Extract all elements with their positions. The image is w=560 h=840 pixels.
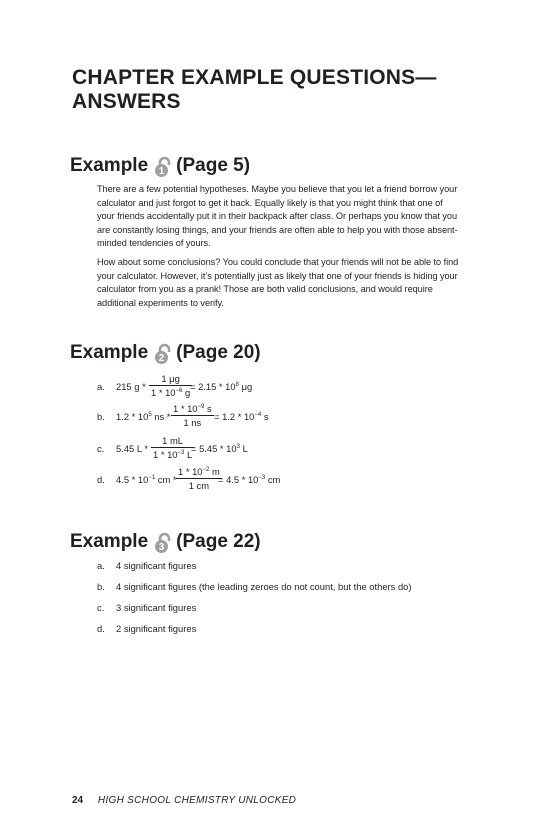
den-exponent: −3: [177, 450, 185, 456]
item-text: 2 significant figures: [116, 623, 197, 634]
example-label: Example: [70, 531, 149, 552]
example-label: Example: [70, 342, 149, 363]
paragraph: How about some conclusions? You could conclude that your friends will not be able to find your calculator. However, it’s potentially just as likely that one of your friends is hiding your calculator from you as a prank! Those are both valid conclusions, and would require additional experiments to verify.: [97, 257, 459, 308]
num-exponent: −9: [197, 404, 205, 410]
result-unit: μg: [241, 381, 253, 392]
item-letter: a.: [97, 560, 105, 571]
lhs-quantity: [116, 411, 170, 422]
result-exponent: −4: [254, 412, 262, 418]
numerator: [171, 403, 214, 414]
num-unit: m: [211, 466, 220, 477]
fraction-bar: [176, 478, 222, 479]
conversion-fraction: [171, 403, 214, 428]
den-unit: g: [184, 387, 191, 398]
lhs-unit: cm *: [157, 474, 177, 485]
result-unit: cm: [267, 474, 281, 485]
lhs-quantity: 5.45 L *: [116, 443, 148, 454]
conversion-fraction: [149, 373, 192, 398]
result-base: = 5.45 * 10: [191, 443, 237, 454]
den-unit: L: [186, 449, 193, 460]
item-letter: d.: [97, 474, 105, 485]
running-head: HIGH SCHOOL CHEMISTRY UNLOCKED: [97, 795, 297, 806]
page-footer: [72, 795, 296, 806]
list-item: [97, 602, 196, 613]
lhs-base: 4.5 * 10: [116, 474, 149, 485]
den-base: 1 * 10: [151, 387, 176, 398]
example-label: Example: [70, 155, 149, 176]
page-reference: (Page 5): [176, 155, 251, 176]
lhs-quantity: 215 g *: [116, 381, 146, 392]
lhs-quantity: [116, 474, 177, 485]
chapter-title: CHAPTER EXAMPLE QUESTIONS— ANSWERS: [72, 66, 437, 113]
den-exponent: −6: [175, 388, 183, 394]
padlock-number-icon: [154, 156, 172, 178]
page-reference: (Page 22): [176, 531, 261, 552]
result-base: = 4.5 * 10: [218, 474, 259, 485]
denominator: [151, 449, 194, 460]
result-exponent: 8: [235, 382, 239, 388]
padlock-number-icon: [154, 343, 172, 365]
num-unit: s: [206, 403, 212, 414]
denominator: 1 cm: [188, 480, 210, 491]
denominator: [149, 387, 192, 398]
item-letter: c.: [97, 443, 105, 454]
item-letter: a.: [97, 381, 105, 392]
conversion-fraction: [151, 435, 194, 460]
item-text: 4 significant figures: [116, 560, 197, 571]
den-base: 1 * 10: [153, 449, 178, 460]
example-number: 1: [158, 166, 165, 177]
item-text: 3 significant figures: [116, 602, 197, 613]
example-number: 2: [158, 353, 165, 364]
lhs-unit: ns *: [154, 411, 171, 422]
lhs-base: 1.2 * 10: [116, 411, 149, 422]
numerator: 1 mL: [162, 435, 183, 446]
num-base: 1 * 10: [173, 403, 198, 414]
item-letter: b.: [97, 581, 105, 592]
lhs-exponent: −1: [148, 475, 156, 481]
result-base: = 1.2 * 10: [214, 411, 255, 422]
num-base: 1 * 10: [178, 466, 203, 477]
list-item: [97, 623, 196, 634]
fraction-bar: [149, 385, 192, 386]
result-base: = 2.15 * 10: [190, 381, 236, 392]
numerator: 1 μg: [161, 373, 180, 384]
denominator: 1 ns: [183, 417, 202, 428]
page-number: 24: [72, 795, 84, 806]
result-exponent: −3: [258, 475, 266, 481]
result: [218, 474, 280, 485]
item-letter: c.: [97, 602, 105, 613]
result: [190, 381, 252, 392]
item-letter: b.: [97, 411, 105, 422]
padlock-number-icon: [154, 532, 172, 554]
example-2-heading: [70, 342, 261, 364]
result: [214, 411, 269, 422]
example-3-heading: [70, 531, 261, 553]
example-number: 3: [158, 542, 165, 553]
example-1-heading: [70, 155, 250, 177]
result-unit: s: [263, 411, 269, 422]
list-item: [97, 581, 412, 592]
result-exponent: 3: [236, 444, 240, 450]
num-exponent: −2: [202, 467, 210, 473]
fraction-bar: [171, 415, 214, 416]
fraction-bar: [151, 447, 194, 448]
list-item: [97, 560, 196, 571]
result-unit: L: [242, 443, 248, 454]
page-reference: (Page 20): [176, 342, 261, 363]
conversion-fraction: [176, 466, 222, 491]
paragraph: There are a few potential hypotheses. Maybe you believe that you let a friend borrow your calculator and just forgot to get it back. Equally likely is that you might think that one of your friends accidentally put it in their backpack after class. Or perhaps you know that you are constantly losing things, and your friends are often able to help you with those absent-minded tendencies of yours.: [97, 184, 458, 248]
lhs-exponent: 5: [148, 412, 152, 418]
item-letter: d.: [97, 623, 105, 634]
result: [191, 443, 248, 454]
item-text: 4 significant figures (the leading zeroes do not count, but the others do): [116, 581, 412, 592]
numerator: [176, 466, 222, 477]
